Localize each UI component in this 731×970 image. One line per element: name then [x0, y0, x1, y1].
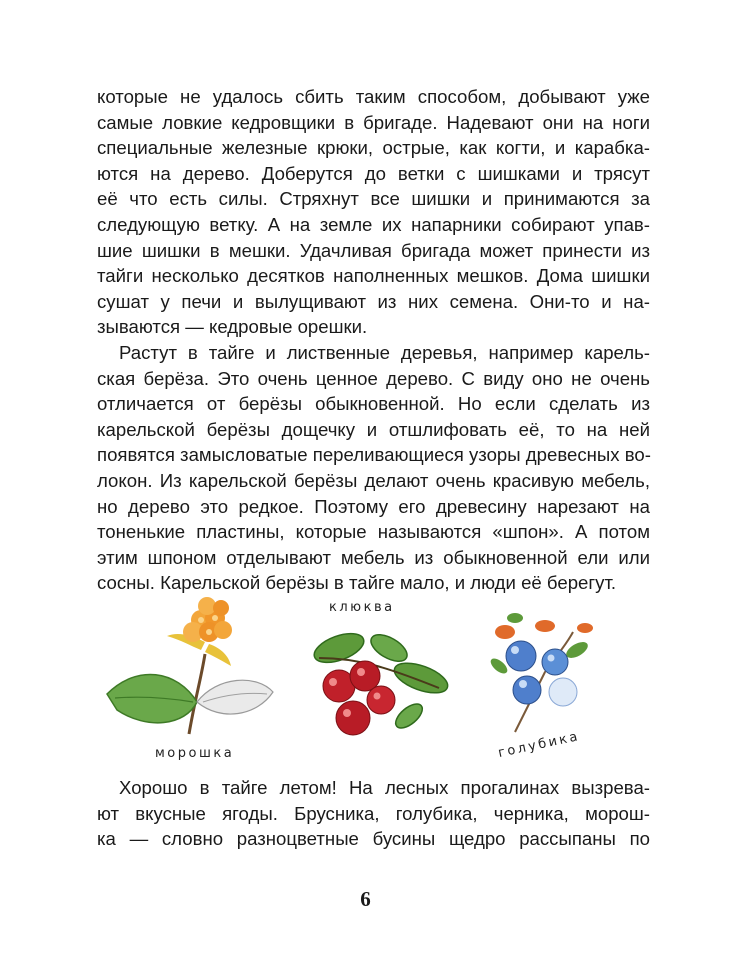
cloudberry-fruit	[183, 597, 232, 642]
text-line: появятся замысловатые переливающиеся узоры древесных во-	[97, 444, 651, 466]
text-line: локон. Из карельской берёзы делают очень красивую мебель,	[97, 469, 650, 491]
paragraph-karelian-birch	[97, 340, 650, 596]
text-line: тайги несколько десятков наполненных мешков. Дома шишки	[97, 265, 650, 287]
text-line: отличается от берёзы обыкновенной. Но если сделать из	[97, 393, 650, 415]
text-line: ка — словно разноцветные бусины щедро рассыпаны по	[97, 828, 650, 850]
berry-illustrations	[97, 580, 650, 770]
blueberry-fruits	[506, 641, 577, 706]
blueberry-label: голубика	[496, 729, 582, 761]
blueberry-illustration	[485, 612, 605, 742]
cranberry-label: клюква	[329, 600, 395, 615]
text-line: этим шпоном отделывают мебель из обыкновенной ели или	[97, 546, 650, 568]
text-line: самые ловкие кедровщики в бригаде. Надевают они на ноги	[97, 111, 650, 133]
text-line: зываются — кедровые орешки.	[97, 316, 368, 338]
text-line: Растут в тайге и лиственные деревья, например карель-	[119, 341, 650, 363]
text-line: Хорошо в тайге летом! На лесных прогалинах вызрева-	[119, 777, 650, 798]
text-line: шие шишки в мешки. Удачливая бригада может принести из	[97, 239, 650, 261]
cloudberry-label: морошка	[155, 746, 235, 761]
text-line: ская берёза. Это очень ценное дерево. С виду оно не очень	[97, 367, 650, 389]
text-block-top	[97, 84, 650, 596]
text-block-bottom	[97, 775, 650, 852]
text-line: тоненькие пластины, которые называются «шпон». А потом	[97, 521, 650, 543]
text-line: но дерево это редкое. Поэтому его древесину нарезают на	[97, 495, 650, 517]
page-number: 6	[360, 887, 371, 911]
paragraph-cedar-harvest	[97, 84, 650, 340]
cranberry-fruits	[323, 661, 395, 735]
text-line: которые не удалось сбить таким способом, добывают уже	[97, 86, 650, 107]
text-line: следующую ветку. А на земле их напарники собирают упав-	[97, 213, 650, 235]
paragraph-summer-berries	[97, 775, 650, 852]
text-line: специальные железные крюки, острые, как когти, и карабка-	[97, 137, 650, 159]
text-line: карельской берёзы дощечку и отшлифовать её, то на ней	[97, 418, 650, 440]
text-line: сосны. Карельской берёзы в тайге мало, и люди её берегут.	[97, 572, 617, 594]
text-line: сушат у печи и вылущивают из них семена. Они-то и на-	[97, 290, 650, 312]
text-line: её что есть силы. Стряхнут все шишки и принимаются за	[97, 188, 650, 210]
text-line: ются на дерево. Доберутся до ветки с шишками и трясут	[97, 162, 650, 184]
cloudberry-illustration	[97, 584, 287, 744]
text-line: ют вкусные ягоды. Брусника, голубика, черника, морош-	[97, 802, 650, 824]
cranberry-illustration	[309, 618, 459, 748]
